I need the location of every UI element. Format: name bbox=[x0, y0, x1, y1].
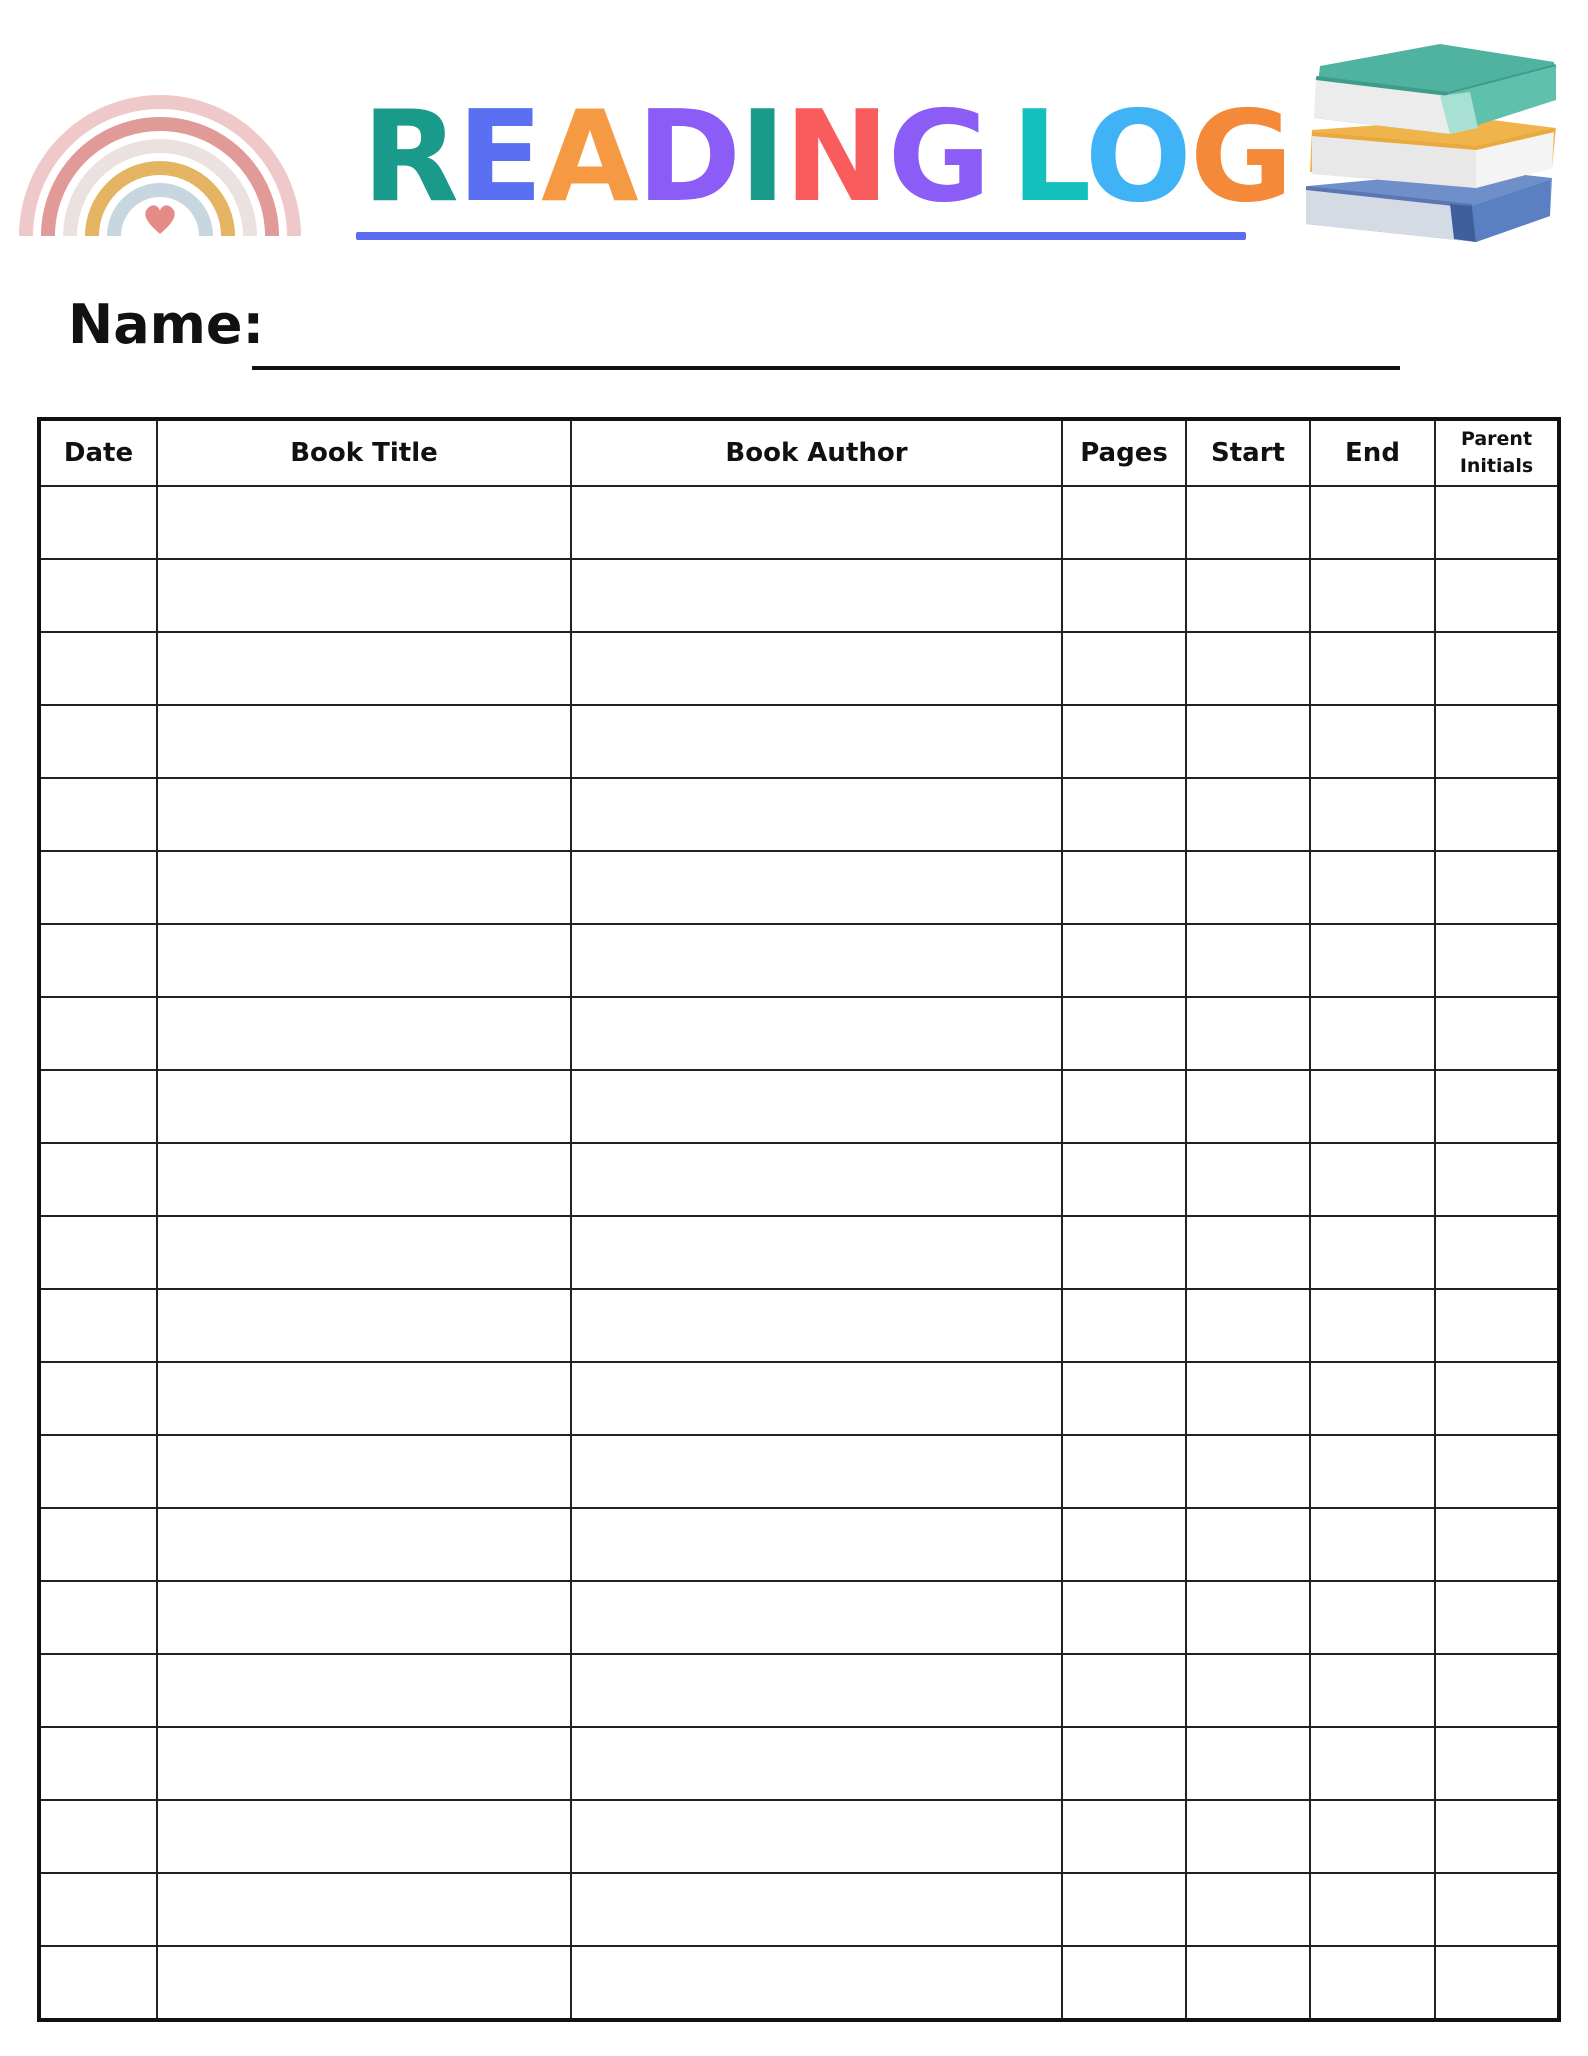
date-cell[interactable] bbox=[39, 1800, 157, 1873]
start-cell[interactable] bbox=[1186, 851, 1310, 924]
pages-cell[interactable] bbox=[1062, 778, 1186, 851]
start-cell[interactable] bbox=[1186, 1435, 1310, 1508]
pages-cell[interactable] bbox=[1062, 632, 1186, 705]
book-author-cell[interactable] bbox=[571, 486, 1062, 559]
title-letter: G bbox=[887, 83, 989, 230]
parent-initials-cell[interactable] bbox=[1435, 778, 1559, 851]
start-cell[interactable] bbox=[1186, 997, 1310, 1070]
header-parent-initials-line2: Initials bbox=[1459, 455, 1534, 477]
pages-cell[interactable] bbox=[1062, 1873, 1186, 1946]
title-letter: E bbox=[457, 83, 542, 230]
header-end: End bbox=[1310, 419, 1435, 486]
parent-initials-cell[interactable] bbox=[1435, 1654, 1559, 1727]
pages-cell[interactable] bbox=[1062, 1070, 1186, 1143]
pages-cell[interactable] bbox=[1062, 1800, 1186, 1873]
parent-initials-cell[interactable] bbox=[1435, 851, 1559, 924]
book-author-cell[interactable] bbox=[571, 1727, 1062, 1800]
header-book-title: Book Title bbox=[157, 419, 571, 486]
book-title-cell[interactable] bbox=[157, 851, 571, 924]
table-row bbox=[39, 1800, 1559, 1873]
start-cell[interactable] bbox=[1186, 632, 1310, 705]
book-title-cell[interactable] bbox=[157, 1873, 571, 1946]
start-cell[interactable] bbox=[1186, 778, 1310, 851]
book-title-cell[interactable] bbox=[157, 705, 571, 778]
book-author-cell[interactable] bbox=[571, 632, 1062, 705]
end-cell[interactable] bbox=[1310, 1873, 1435, 1946]
date-cell[interactable] bbox=[39, 486, 157, 559]
table-row bbox=[39, 1143, 1559, 1216]
pages-cell[interactable] bbox=[1062, 1289, 1186, 1362]
parent-initials-cell[interactable] bbox=[1435, 924, 1559, 997]
table-row bbox=[39, 1289, 1559, 1362]
table-row bbox=[39, 924, 1559, 997]
pages-cell[interactable] bbox=[1062, 851, 1186, 924]
book-title-cell[interactable] bbox=[157, 632, 571, 705]
header-parent-initials bbox=[1435, 419, 1559, 486]
table-row bbox=[39, 1654, 1559, 1727]
book-title-cell[interactable] bbox=[157, 1070, 571, 1143]
book-author-cell[interactable] bbox=[571, 559, 1062, 632]
end-cell[interactable] bbox=[1310, 486, 1435, 559]
parent-initials-cell[interactable] bbox=[1435, 1800, 1559, 1873]
book-title-cell[interactable] bbox=[157, 997, 571, 1070]
book-title-cell[interactable] bbox=[157, 1289, 571, 1362]
book-author-cell[interactable] bbox=[571, 1362, 1062, 1435]
parent-initials-cell[interactable] bbox=[1435, 1362, 1559, 1435]
title-letter: L bbox=[1010, 83, 1085, 230]
date-cell[interactable] bbox=[39, 1946, 157, 2020]
table-row bbox=[39, 1216, 1559, 1289]
table-row bbox=[39, 486, 1559, 559]
end-cell[interactable] bbox=[1310, 778, 1435, 851]
end-cell[interactable] bbox=[1310, 997, 1435, 1070]
parent-initials-cell[interactable] bbox=[1435, 1581, 1559, 1654]
name-field-line[interactable] bbox=[252, 366, 1400, 370]
start-cell[interactable] bbox=[1186, 1800, 1310, 1873]
pages-cell[interactable] bbox=[1062, 924, 1186, 997]
end-cell[interactable] bbox=[1310, 1727, 1435, 1800]
book-author-cell[interactable] bbox=[571, 997, 1062, 1070]
reading-log-table bbox=[37, 417, 1561, 2022]
end-cell[interactable] bbox=[1310, 1581, 1435, 1654]
start-cell[interactable] bbox=[1186, 1216, 1310, 1289]
title-letter: N bbox=[784, 83, 888, 230]
end-cell[interactable] bbox=[1310, 1362, 1435, 1435]
table-row bbox=[39, 1873, 1559, 1946]
book-author-cell[interactable] bbox=[571, 1070, 1062, 1143]
title-letter: I bbox=[739, 83, 785, 230]
table-row bbox=[39, 705, 1559, 778]
table-row bbox=[39, 1727, 1559, 1800]
title-letter: D bbox=[636, 83, 740, 230]
start-cell[interactable] bbox=[1186, 1289, 1310, 1362]
parent-initials-cell[interactable] bbox=[1435, 1508, 1559, 1581]
parent-initials-cell[interactable] bbox=[1435, 1289, 1559, 1362]
date-cell[interactable] bbox=[39, 1070, 157, 1143]
parent-initials-cell[interactable] bbox=[1435, 705, 1559, 778]
book-author-cell[interactable] bbox=[571, 1946, 1062, 2020]
end-cell[interactable] bbox=[1310, 851, 1435, 924]
pages-cell[interactable] bbox=[1062, 997, 1186, 1070]
book-title-cell[interactable] bbox=[157, 1654, 571, 1727]
book-author-cell[interactable] bbox=[571, 1581, 1062, 1654]
start-cell[interactable] bbox=[1186, 924, 1310, 997]
name-label: Name: bbox=[68, 293, 265, 356]
book-title-cell[interactable] bbox=[157, 1581, 571, 1654]
title-letter: O bbox=[1084, 83, 1190, 230]
date-cell[interactable] bbox=[39, 1581, 157, 1654]
table-row bbox=[39, 1946, 1559, 2020]
date-cell[interactable] bbox=[39, 1873, 157, 1946]
book-author-cell[interactable] bbox=[571, 851, 1062, 924]
book-title-cell[interactable] bbox=[157, 1143, 571, 1216]
table-row bbox=[39, 997, 1559, 1070]
end-cell[interactable] bbox=[1310, 1800, 1435, 1873]
heart-icon bbox=[145, 205, 174, 234]
date-cell[interactable] bbox=[39, 1654, 157, 1727]
header-date: Date bbox=[39, 419, 157, 486]
book-author-cell[interactable] bbox=[571, 778, 1062, 851]
page-title bbox=[362, 82, 1292, 232]
end-cell[interactable] bbox=[1310, 559, 1435, 632]
end-cell[interactable] bbox=[1310, 924, 1435, 997]
end-cell[interactable] bbox=[1310, 632, 1435, 705]
date-cell[interactable] bbox=[39, 1216, 157, 1289]
table-row bbox=[39, 1581, 1559, 1654]
book-title-cell[interactable] bbox=[157, 1800, 571, 1873]
parent-initials-cell[interactable] bbox=[1435, 1143, 1559, 1216]
date-cell[interactable] bbox=[39, 559, 157, 632]
date-cell[interactable] bbox=[39, 1143, 157, 1216]
start-cell[interactable] bbox=[1186, 486, 1310, 559]
book-author-cell[interactable] bbox=[571, 924, 1062, 997]
start-cell[interactable] bbox=[1186, 1654, 1310, 1727]
parent-initials-cell[interactable] bbox=[1435, 632, 1559, 705]
book-title-cell[interactable] bbox=[157, 1435, 571, 1508]
start-cell[interactable] bbox=[1186, 705, 1310, 778]
header-start: Start bbox=[1186, 419, 1310, 486]
parent-initials-cell[interactable] bbox=[1435, 1435, 1559, 1508]
start-cell[interactable] bbox=[1186, 1143, 1310, 1216]
start-cell[interactable] bbox=[1186, 1727, 1310, 1800]
book-title-cell[interactable] bbox=[157, 1362, 571, 1435]
header-book-author: Book Author bbox=[571, 419, 1062, 486]
pages-cell[interactable] bbox=[1062, 486, 1186, 559]
pages-cell[interactable] bbox=[1062, 1581, 1186, 1654]
date-cell[interactable] bbox=[39, 1435, 157, 1508]
end-cell[interactable] bbox=[1310, 1508, 1435, 1581]
end-cell[interactable] bbox=[1310, 1289, 1435, 1362]
book-title-cell[interactable] bbox=[157, 486, 571, 559]
header-pages: Pages bbox=[1062, 419, 1186, 486]
book-title-cell[interactable] bbox=[157, 924, 571, 997]
end-cell[interactable] bbox=[1310, 1946, 1435, 2020]
pages-cell[interactable] bbox=[1062, 1727, 1186, 1800]
pages-cell[interactable] bbox=[1062, 1654, 1186, 1727]
start-cell[interactable] bbox=[1186, 1508, 1310, 1581]
date-cell[interactable] bbox=[39, 1362, 157, 1435]
book-title-cell[interactable] bbox=[157, 1508, 571, 1581]
start-cell[interactable] bbox=[1186, 1070, 1310, 1143]
book-title-cell[interactable] bbox=[157, 1216, 571, 1289]
table-row bbox=[39, 851, 1559, 924]
date-cell[interactable] bbox=[39, 705, 157, 778]
table-row bbox=[39, 1435, 1559, 1508]
start-cell[interactable] bbox=[1186, 1581, 1310, 1654]
date-cell[interactable] bbox=[39, 1727, 157, 1800]
date-cell[interactable] bbox=[39, 924, 157, 997]
parent-initials-cell[interactable] bbox=[1435, 486, 1559, 559]
title-letter: R bbox=[362, 83, 458, 230]
book-author-cell[interactable] bbox=[571, 1143, 1062, 1216]
pages-cell[interactable] bbox=[1062, 1435, 1186, 1508]
pages-cell[interactable] bbox=[1062, 559, 1186, 632]
date-cell[interactable] bbox=[39, 778, 157, 851]
pages-cell[interactable] bbox=[1062, 1216, 1186, 1289]
pages-cell[interactable] bbox=[1062, 1508, 1186, 1581]
table-header-row bbox=[39, 419, 1559, 486]
book-title-cell[interactable] bbox=[157, 778, 571, 851]
rainbow-icon bbox=[18, 50, 302, 242]
parent-initials-cell[interactable] bbox=[1435, 559, 1559, 632]
end-cell[interactable] bbox=[1310, 705, 1435, 778]
end-cell[interactable] bbox=[1310, 1070, 1435, 1143]
pages-cell[interactable] bbox=[1062, 1946, 1186, 2020]
book-author-cell[interactable] bbox=[571, 1435, 1062, 1508]
book-author-cell[interactable] bbox=[571, 1508, 1062, 1581]
book-title-cell[interactable] bbox=[157, 1946, 571, 2020]
header-parent-initials-line1: Parent bbox=[1460, 428, 1533, 450]
start-cell[interactable] bbox=[1186, 1946, 1310, 2020]
parent-initials-cell[interactable] bbox=[1435, 1946, 1559, 2020]
table-row bbox=[39, 632, 1559, 705]
book-author-cell[interactable] bbox=[571, 1873, 1062, 1946]
book-title-cell[interactable] bbox=[157, 1727, 571, 1800]
table-row bbox=[39, 1070, 1559, 1143]
parent-initials-cell[interactable] bbox=[1435, 1727, 1559, 1800]
pages-cell[interactable] bbox=[1062, 1362, 1186, 1435]
book-author-cell[interactable] bbox=[571, 705, 1062, 778]
end-cell[interactable] bbox=[1310, 1216, 1435, 1289]
parent-initials-cell[interactable] bbox=[1435, 1873, 1559, 1946]
end-cell[interactable] bbox=[1310, 1435, 1435, 1508]
date-cell[interactable] bbox=[39, 1289, 157, 1362]
title-letter: G bbox=[1189, 83, 1292, 230]
table-row bbox=[39, 778, 1559, 851]
start-cell[interactable] bbox=[1186, 559, 1310, 632]
table-row bbox=[39, 1362, 1559, 1435]
table-row bbox=[39, 559, 1559, 632]
end-cell[interactable] bbox=[1310, 1654, 1435, 1727]
table-row bbox=[39, 1508, 1559, 1581]
date-cell[interactable] bbox=[39, 632, 157, 705]
book-title-cell[interactable] bbox=[157, 559, 571, 632]
parent-initials-cell[interactable] bbox=[1435, 1070, 1559, 1143]
date-cell[interactable] bbox=[39, 851, 157, 924]
date-cell[interactable] bbox=[39, 1508, 157, 1581]
end-cell[interactable] bbox=[1310, 1143, 1435, 1216]
start-cell[interactable] bbox=[1186, 1362, 1310, 1435]
date-cell[interactable] bbox=[39, 997, 157, 1070]
title-underline bbox=[356, 232, 1246, 240]
parent-initials-cell[interactable] bbox=[1435, 1216, 1559, 1289]
book-stack-icon bbox=[1300, 38, 1570, 260]
start-cell[interactable] bbox=[1186, 1873, 1310, 1946]
pages-cell[interactable] bbox=[1062, 705, 1186, 778]
parent-initials-cell[interactable] bbox=[1435, 997, 1559, 1070]
book-author-cell[interactable] bbox=[571, 1800, 1062, 1873]
book-author-cell[interactable] bbox=[571, 1289, 1062, 1362]
book-author-cell[interactable] bbox=[571, 1216, 1062, 1289]
book-author-cell[interactable] bbox=[571, 1654, 1062, 1727]
title-letter: A bbox=[541, 83, 637, 230]
pages-cell[interactable] bbox=[1062, 1143, 1186, 1216]
